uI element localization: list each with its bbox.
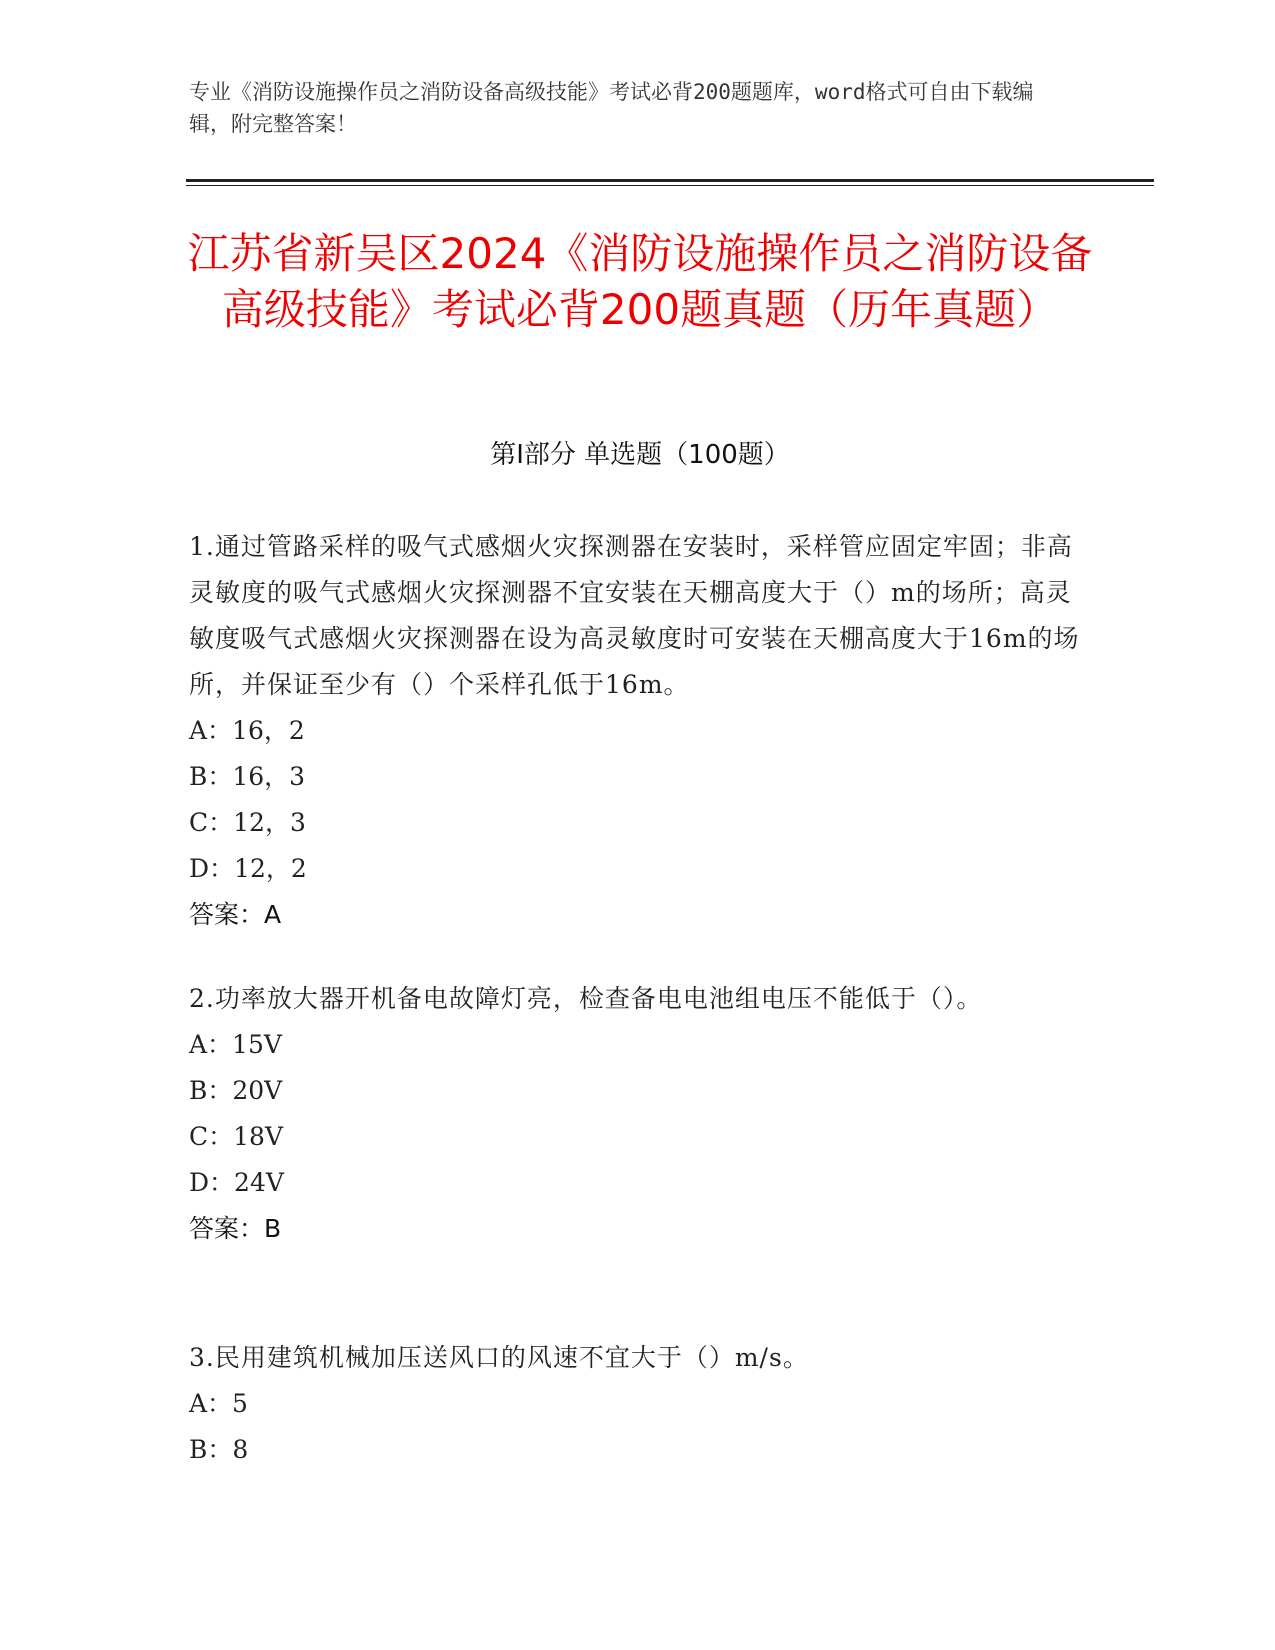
section-title: 第Ⅰ部分 单选题（100题）	[490, 440, 790, 470]
option-a: A：5	[189, 1389, 248, 1418]
option-a: A：15V	[189, 1030, 282, 1059]
option-b: B：16，3	[189, 762, 306, 791]
option-a: A：16，2	[189, 716, 305, 745]
question-stem: 2.功率放大器开机备电故障灯亮，检查备电电池组电压不能低于（）。	[189, 984, 983, 1013]
option-c: C：18V	[189, 1122, 283, 1151]
option-d: D：12，2	[189, 854, 307, 883]
question-1	[189, 524, 1089, 938]
question-2	[189, 976, 1089, 1252]
header-divider-thin	[186, 185, 1154, 186]
header-note: 专业《消防设施操作员之消防设备高级技能》考试必背200题题库，word格式可自由下载编辑，附完整答案！	[189, 80, 1034, 136]
question-stem: 3.民用建筑机械加压送风口的风速不宜大于（）m/s。	[189, 1343, 809, 1372]
option-b: B：8	[189, 1435, 249, 1464]
answer: 答案：A	[189, 900, 282, 929]
header-divider-thick	[186, 179, 1154, 182]
question-stem: 1.通过管路采样的吸气式感烟火灾探测器在安装时，采样管应固定牢固；非高灵敏度的吸气式感烟火灾探测器不宜安装在天棚高度大于（）m的场所；高灵敏度吸气式感烟火灾探测器在设为高灵敏度时可安装在天棚高度大于16m的场所，并保证至少有（）个采样孔低于16m。	[189, 532, 1080, 699]
question-3	[189, 1335, 1089, 1473]
option-c: C：12，3	[189, 808, 306, 837]
option-b: B：20V	[189, 1076, 283, 1105]
answer: 答案：B	[189, 1214, 282, 1243]
main-title: 江苏省新吴区2024《消防设施操作员之消防设备高级技能》考试必背200题真题（历年真题）	[187, 229, 1093, 334]
option-d: D：24V	[189, 1168, 284, 1197]
